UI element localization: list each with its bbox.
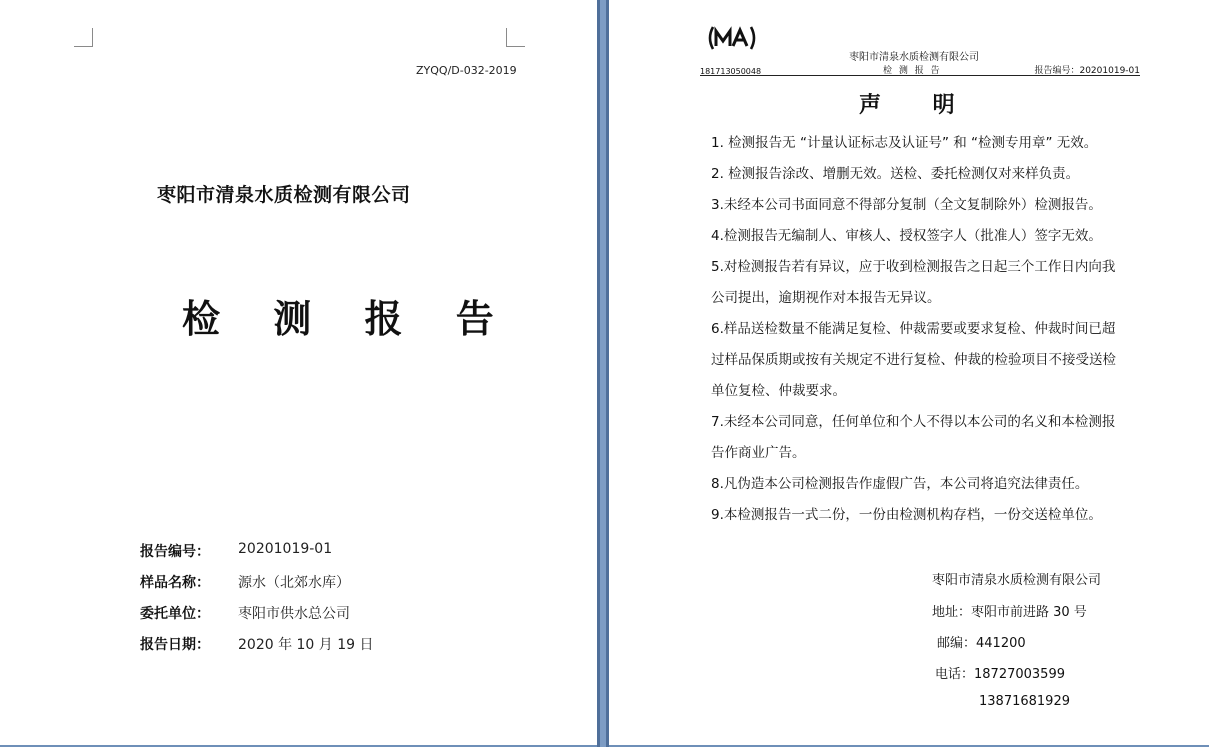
info-value: 2020 年 10 月 19 日 xyxy=(238,637,374,653)
info-row-sample-name xyxy=(140,572,350,592)
footer-phone-secondary: 13871681929 xyxy=(979,694,1070,709)
header-report-type: 检 测 报 告 xyxy=(883,66,942,76)
declaration-item: 6.样品送检数量不能满足复检、仲裁需要或要求复检、仲裁时间已超过样品保质期或按有关规定不进行复检、仲裁的检验项目不接受送检单位复检、仲裁要求。 xyxy=(711,321,1116,399)
info-label: 报告编号： xyxy=(140,544,210,560)
declaration-item: 3.未经本公司书面同意不得部分复制（全文复制除外）检测报告。 xyxy=(711,197,1102,213)
info-row-report-date xyxy=(140,634,374,654)
cover-report-title: 检 测 报 告 xyxy=(182,296,514,341)
declaration-item: 2. 检测报告涂改、增删无效。送检、委托检测仅对来样负责。 xyxy=(711,166,1080,182)
declaration-page xyxy=(609,0,1209,745)
cma-logo-icon xyxy=(705,24,759,52)
info-value: 20201019-01 xyxy=(238,541,333,557)
header-report-number: 报告编号：20201019-01 xyxy=(1034,66,1140,76)
page-gutter-highlight xyxy=(600,0,606,747)
footer-address: 地址：枣阳市前进路 30 号 xyxy=(932,605,1087,620)
header-divider xyxy=(700,75,1140,76)
declaration-item: 8.凡伪造本公司检测报告作虚假广告，本公司将追究法律责任。 xyxy=(711,476,1089,492)
crop-mark-top-right xyxy=(506,28,525,47)
certificate-serial: 181713050048 xyxy=(700,67,762,76)
info-label: 委托单位： xyxy=(140,606,210,622)
footer-company-name: 枣阳市清泉水质检测有限公司 xyxy=(932,573,1102,588)
cover-company-name: 枣阳市清泉水质检测有限公司 xyxy=(157,184,411,206)
crop-mark-top-left xyxy=(74,28,93,47)
declaration-item: 4.检测报告无编制人、审核人、授权签字人（批准人）签字无效。 xyxy=(711,228,1102,244)
footer-phone: 电话：18727003599 xyxy=(935,667,1065,682)
info-value: 源水（北郊水库） xyxy=(238,575,350,591)
cover-page xyxy=(0,0,597,745)
info-row-report-number xyxy=(140,541,332,561)
info-value: 枣阳市供水总公司 xyxy=(238,606,350,622)
declaration-item: 5.对检测报告若有异议，应于收到检测报告之日起三个工作日内向我公司提出，逾期视作对本报告无异议。 xyxy=(711,259,1116,306)
footer-postcode: 邮编：441200 xyxy=(937,636,1026,651)
declaration-item: 1. 检测报告无 “计量认证标志及认证号” 和 “检测专用章” 无效。 xyxy=(711,135,1098,151)
declaration-list xyxy=(711,128,1121,531)
info-label: 样品名称： xyxy=(140,575,210,591)
info-row-client xyxy=(140,603,350,623)
info-label: 报告日期： xyxy=(140,637,210,653)
declaration-title: 声 明 xyxy=(859,92,977,118)
header-company-name: 枣阳市清泉水质检测有限公司 xyxy=(849,52,979,63)
declaration-item: 9.本检测报告一式二份，一份由检测机构存档，一份交送检单位。 xyxy=(711,507,1102,523)
declaration-item: 7.未经本公司同意，任何单位和个人不得以本公司的名义和本检测报告作商业广告。 xyxy=(711,414,1116,461)
document-code: ZYQQ/D-032-2019 xyxy=(416,64,517,77)
